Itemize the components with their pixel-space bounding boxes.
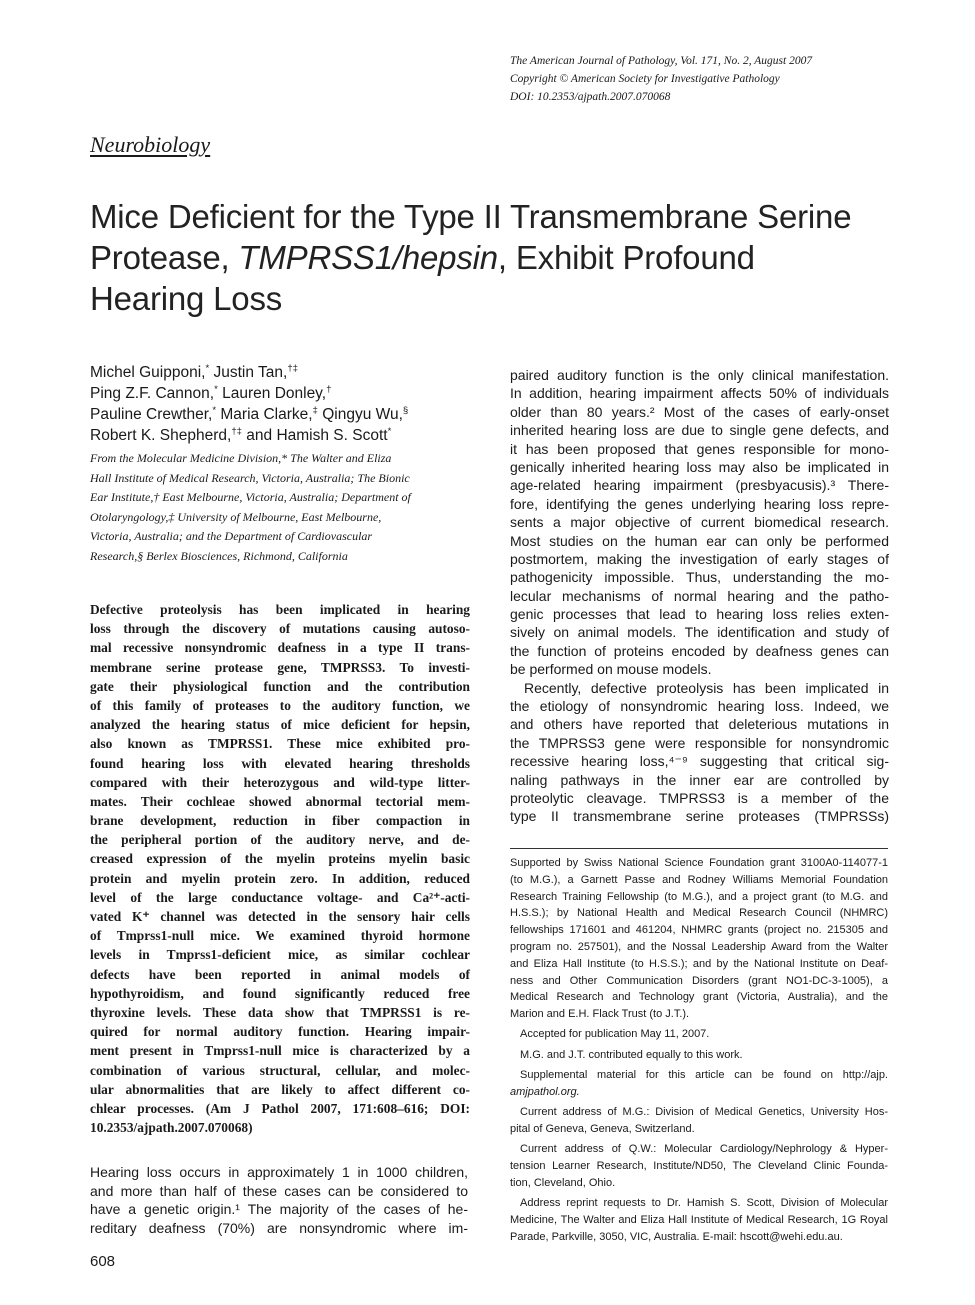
abstract-line: ment present in Tmprss1-null mice is characterized by a [90, 1043, 470, 1059]
footnote-support-line: Supported by Swiss National Science Foundation grant 3100A0-114077-1 [510, 857, 888, 869]
abstract-line: combination of various structural, cellular, and molec- [90, 1062, 470, 1078]
footnote-address-mg-line: pital of Geneva, Geneva, Switzerland. [510, 1122, 695, 1135]
body-line: the etiology of nonsyndromic hearing loss. Indeed, we [510, 698, 889, 715]
footnote-support-line: fellowships 171601 and 461204, NHMRC grants (project no. 215305 and [510, 924, 888, 937]
abstract-line: protein and myelin protein zero. In addition, reduced [90, 870, 470, 886]
body-line: sents a major objective of current biomedical research. [510, 514, 889, 531]
affiliation-line: Research,§ Berlex Biosciences, Richmond, California [90, 548, 348, 563]
abstract-line: mal recessive nonsyndromic deafness in a type II trans- [90, 640, 470, 656]
footnote-support-line: H.S.S.); by National Health and Medical Research Council (NHMRC) [510, 907, 888, 920]
footnotes [510, 855, 888, 1246]
footnote-support-line: Research Training Fellowship (to M.G.), and a project grant (to M.G. and [510, 890, 888, 903]
body-line: type II transmembrane serine proteases (TMPRSSs) [510, 808, 889, 825]
author-mark: * [214, 383, 218, 395]
abstract-line: chlear processes. (Am J Pathol 2007, 171:608–616; DOI: [90, 1100, 470, 1116]
footnote-supplemental-line: Supplemental material for this article can be found on http://ajp. [520, 1069, 888, 1082]
affiliations [90, 449, 475, 566]
footnote-support-line: and Eliza Hall Institute (to H.S.S.); and by the National Institute on Deaf- [510, 957, 888, 970]
abstract-line: of this family of proteases to the auditory function, we [90, 697, 470, 713]
author-name: Justin Tan, [209, 364, 288, 381]
body-line: and more than half of these cases can be considered to [90, 1182, 468, 1199]
author-name: Lauren Donley, [217, 385, 327, 402]
body-line: postmortem, making the investigation of early stages of [510, 550, 889, 567]
section-label: Neurobiology [90, 132, 211, 157]
body-line: genic processes that lead to hearing loss relies exten- [510, 606, 889, 623]
author-mark: * [205, 362, 210, 374]
abstract-line: Defective proteolysis has been implicated in hearing [90, 602, 470, 617]
abstract-line: found hearing loss with elevated hearing thresholds [90, 755, 470, 771]
author-mark: †‡ [231, 425, 242, 437]
affiliation-line: Hall Institute of Medical Research, Victoria, Australia; The Bionic [90, 470, 410, 485]
footnote-support-line: ness and Other Communication Disorders (grant NO1-DC-3-1005), a [510, 974, 888, 987]
footnote-address-qw-line: Current address of Q.W.: Molecular Cardiology/Nephrology & Hyper- [520, 1143, 888, 1156]
author-line [90, 404, 480, 425]
author-mark: * [387, 425, 392, 437]
abstract-line: membrane serine protease gene, TMPRSS3. To investi- [90, 659, 470, 675]
abstract-line: 10.2353/ajpath.2007.070068) [90, 1120, 253, 1136]
author-mark: § [402, 404, 409, 416]
footnote-reprint-line: Address reprint requests to Dr. Hamish S. Scott, Division of Molecular [520, 1197, 888, 1210]
author-name: Qingyu Wu, [317, 406, 403, 423]
abstract-line: hypothyroidism, and found significantly reduced free [90, 985, 470, 1001]
footnote-support-line: Marion and E.H. Flack Trust (to J.T.). [510, 1008, 690, 1021]
abstract-line: levels in Tmprss1-deficient mice, as similar cochlear [90, 947, 470, 963]
body-line: the function of proteins encoded by deafness genes can [510, 642, 889, 659]
title-line-1: Mice Deficient for the Type II Transmembrane Serine [90, 198, 852, 235]
journal-citation: The American Journal of Pathology, Vol. 171, No. 2, August 2007 [510, 55, 813, 67]
author-list [90, 362, 480, 446]
intro-paragraph [90, 1163, 468, 1237]
body-line: proteolytic cleavage. TMPRSS3 is a member of the [510, 789, 889, 806]
footnote-supplemental-link[interactable]: amjpathol.org. [510, 1085, 580, 1098]
author-name: Robert K. Shepherd, [90, 427, 232, 444]
body-line: older than 80 years.² Most of the cases of early-onset [510, 403, 889, 420]
body-line: pathogenicity impossible. Thus, understanding the mo- [510, 569, 889, 586]
copyright-notice: Copyright © American Society for Investigative Pathology [510, 73, 780, 85]
abstract-line: level of the large conductance voltage- and Ca²⁺-acti- [90, 889, 470, 905]
footnote-support-line: program no. 257501), and the Nossal Leadership Award from the Walter [510, 940, 888, 953]
abstract-line: the peripheral portion of the auditory nerve, and de- [90, 832, 470, 848]
footnote-accepted: Accepted for publication May 11, 2007. [520, 1028, 710, 1041]
author-mark: * [212, 404, 217, 416]
footnote-equal-contribution: M.G. and J.T. contributed equally to this work. [520, 1048, 743, 1061]
affiliation-line: Ear Institute,† East Melbourne, Victoria, Australia; Department of [90, 490, 411, 504]
abstract-line: quired for normal auditory function. Hearing impair- [90, 1024, 470, 1040]
body-text-right-column [510, 366, 889, 826]
body-line: naling pathways in the inner ear are controlled by [510, 771, 889, 788]
abstract-line: loss through the discovery of mutations causing autoso- [90, 621, 470, 637]
author-name: Pauline Crewther, [90, 406, 213, 423]
title-gene-name: TMPRSS1/hepsin [238, 239, 498, 276]
body-line: Recently, defective proteolysis has been implicated in [524, 679, 889, 696]
body-line: genically inherited hearing loss may also be implicated in [510, 458, 889, 475]
body-line: it has been proposed that genes responsible for mono- [510, 440, 889, 457]
footnote-divider [510, 848, 888, 849]
title-line-2-post: , Exhibit Profound [497, 239, 755, 276]
body-line: reditary deafness (70%) are nonsyndromic where im- [90, 1219, 468, 1236]
affiliation-line: From the Molecular Medicine Division,* The Walter and Eliza [90, 451, 392, 465]
abstract [90, 600, 470, 1137]
body-line: age-related hearing impairment (presbyacusis).³ There- [510, 477, 889, 494]
abstract-line: thyroxine levels. These data show that TMPRSS1 is re- [90, 1004, 470, 1020]
body-line: lecular mechanisms of normal hearing and the patho- [510, 587, 889, 604]
body-line: the TMPRSS3 gene were responsible for nonsyndromic [510, 734, 889, 751]
body-line: sively on animal models. The identification and study of [510, 624, 889, 641]
author-name: and Hamish S. Scott [241, 427, 388, 444]
footnote-address-mg-line: Current address of M.G.: Division of Medical Genetics, University Hos- [520, 1106, 888, 1119]
journal-header [510, 52, 930, 106]
footnote-address-qw-line: tension Learner Research, Institute/ND50, The Cleveland Clinic Founda- [510, 1160, 888, 1173]
body-line: Hearing loss occurs in approximately 1 in 1000 children, [90, 1164, 468, 1180]
footnote-reprint-line: Medicine, The Walter and Eliza Hall Institute of Medical Research, 1G Royal [510, 1213, 888, 1226]
body-line: In addition, hearing impairment affects 50% of individuals [510, 385, 889, 402]
footnote-address-qw-line: tion, Cleveland, Ohio. [510, 1176, 616, 1189]
page-number: 608 [90, 1253, 116, 1270]
body-line: be performed on mouse models. [510, 661, 712, 678]
body-line: have a genetic origin.¹ The majority of the cases of he- [90, 1201, 468, 1217]
abstract-line: defects have been reported in animal models of [90, 966, 470, 982]
affiliation-line: Victoria, Australia; and the Department of Cardiovascular [90, 529, 373, 543]
body-line: and others have reported that deleterious mutations in [510, 716, 889, 733]
author-name: Michel Guipponi, [90, 364, 206, 381]
article-title [90, 196, 920, 319]
author-mark: ‡ [312, 404, 318, 416]
abstract-line: mates. Their cochleae showed abnormal tectorial mem- [90, 793, 470, 809]
footnote-reprint-line: Parade, Parkville, 3050, VIC, Australia. E-mail: hscott@wehi.edu.au. [510, 1230, 843, 1243]
author-mark: †‡ [287, 362, 298, 374]
abstract-line: brane development, reduction in fiber compaction in [90, 813, 470, 829]
author-name: Maria Clarke, [216, 406, 313, 423]
footnote-support-line: (to M.G.), a Garnett Passe and Rodney Williams Memorial Foundation [510, 873, 888, 886]
title-line-3: Hearing Loss [90, 280, 283, 317]
abstract-line: creased expression of the myelin proteins myelin basic [90, 851, 470, 867]
abstract-line: vated K⁺ channel was detected in the sensory hair cells [90, 909, 470, 924]
author-name: Ping Z.F. Cannon, [90, 385, 215, 402]
affiliation-line: Otolaryngology,‡ University of Melbourne, East Melbourne, [90, 509, 382, 524]
body-line: Most studies on the human ear can only be performed [510, 532, 889, 549]
body-line: fore, identifying the genes underlying hearing loss repre- [510, 495, 889, 512]
body-line: inherited hearing loss are due to single gene defects, and [510, 422, 889, 439]
title-line-2-pre: Protease, [90, 239, 239, 276]
author-line [90, 425, 480, 446]
author-mark: † [326, 383, 332, 395]
author-line [90, 383, 480, 404]
abstract-line: gate their physiological function and the contribution [90, 678, 470, 694]
doi-line: DOI: 10.2353/ajpath.2007.070068 [510, 91, 671, 103]
abstract-line: also known as TMPRSS1. These mice exhibited pro- [90, 736, 470, 752]
abstract-line: analyzed the hearing status of mice deficient for hepsin, [90, 717, 470, 733]
title-line-2 [90, 237, 920, 278]
body-line: paired auditory function is the only clinical manifestation. [510, 367, 889, 383]
body-line: recessive hearing loss,⁴⁻⁹ suggesting that critical sig- [510, 753, 889, 770]
author-line [90, 362, 480, 383]
abstract-line: ular abnormalities that are likely to affect different co- [90, 1081, 470, 1097]
footnote-support-line: Medical Research and Technology grant (Victoria, Australia), and the [510, 991, 888, 1004]
abstract-line: compared with their heterozygous and wild-type litter- [90, 774, 470, 790]
abstract-line: of Tmprss1-null mice. We examined thyroid hormone [90, 928, 470, 944]
